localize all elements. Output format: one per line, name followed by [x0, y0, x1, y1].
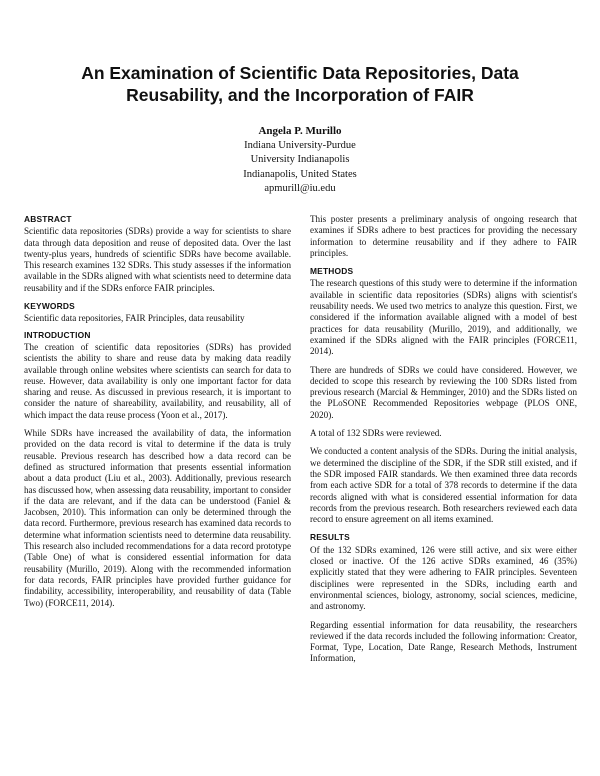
results-heading: RESULTS: [310, 532, 350, 543]
paper-title: An Examination of Scientific Data Repositories, Data Reusability, and the Incorporation of FAIR: [81, 63, 519, 105]
results-paragraph: Regarding essential information for data reusability, the researchers reviewed if the data records included the following information: Creator, Format, Type, Location, Date Range, Research Methods, Instrument Information,: [310, 619, 577, 664]
introduction-paragraph: While SDRs have increased the availability of data, the information provided on the data record is vital to determine if the data is truly reusable. Previous research has described how a data record can be defined as structured information that presents essential information about a data product (Liu et al., 2003). Additionally, previous research has discussed how, when assessing data reusability, important to consider if the data are relevant, and if the data can be understood (Faniel & Jacobsen, 2010). This information can only be determined through the data record. Furthermore, previous research has examined data records to determine what information scientists need to determine data reusability. This research also included recommendations for a data record prototype (Table One) of what is considered essential information for data reusability (Murillo, 2019). Along with the recommended information for data records, FAIR principles have provided further guidance for findability, accessibility, interoperability, and reusability of data (Table Two) (FORCE11, 2014).: [24, 428, 291, 608]
introduction-paragraph: The creation of scientific data repositories (SDRs) has provided scientists the ability to share and reuse data by making data readily available through online websites where scientists can search for data to reuse. However, data availability is only one important factor for data sharing and reuse. As discussed in previous research, it is important to consider the nature of shareability, availability, and reusability, all of which impact the data reuse process (Yoon et al., 2017).: [24, 341, 291, 420]
abstract-heading: ABSTRACT: [24, 214, 72, 224]
methods-paragraph: We conducted a content analysis of the SDRs. During the initial analysis, we determined the discipline of the SDR, if the SDR still existed, and if the SDR imposed FAIR standards. We then examined three data records from each active SDR for a total of 378 records to determine if the data records aligned with what is considered essential information for data records from the previous research. Both researchers reviewed each data record to ensure agreement on all items examined.: [310, 446, 577, 525]
author-affiliation: University Indianapolis: [250, 154, 350, 165]
author-block: [150, 124, 450, 197]
methods-paragraph: A total of 132 SDRs were reviewed.: [310, 428, 442, 439]
left-column: [24, 214, 291, 616]
methods-heading: METHODS: [310, 266, 354, 277]
keywords-text: Scientific data repositories, FAIR Principles, data reusability: [24, 313, 245, 324]
poster-intro-paragraph: This poster presents a preliminary analysis of ongoing research that examines if SDRs adhere to best practices for providing the necessary information to determine reusability and if they adhere to FAIR principles.: [310, 214, 577, 258]
introduction-heading: INTRODUCTION: [24, 329, 91, 340]
results-paragraph: Of the 132 SDRs examined, 126 were still active, and six were either closed or inactive. Of the 126 active SDRs examined, 46 (35%) explicitly stated that they were adhering to FAIR principles. Seventeen disciplines were represented in the SDRs, including earth and environmental sciences, biology, astronomy, social sciences, medicine, and astronomy.: [310, 544, 577, 612]
methods-paragraph: The research questions of this study were to determine if the information available in scientific data repositories (SDRs) aligns with scientist's reusability needs. We used two metrics to analyze this question. First, we considered if the information available aligned with a model of best practices for data reusability (Murillo, 2019), and additionally, we examined if the SDRs aligned with the FAIR principles (FORCE11, 2014).: [310, 278, 577, 357]
methods-paragraph: There are hundreds of SDRs we could have considered. However, we decided to scope this research by reviewing the 100 SDRs listed from previous research (Marcial & Hemminger, 2010) and the SDRs listed on the PLoSONE Recommended Repositories webpage (PLOS ONE, 2020).: [310, 364, 577, 420]
author-affiliation: Indiana University-Purdue: [244, 139, 356, 151]
author-location: Indianapolis, United States: [243, 168, 357, 180]
author-name: Angela P. Murillo: [258, 125, 342, 137]
author-email: apmurill@iu.edu: [264, 183, 336, 194]
right-column: [310, 214, 577, 672]
abstract-text: Scientific data repositories (SDRs) provide a way for scientists to share data through data deposition and reuse of deposited data. Over the last twenty-plus years, hundreds of scientific SDRs have become available. This research examines 132 SDRs. This study assesses if the information available in the SDRs aligned with what scientists need to determine data reusability and if the SDRs enforce FAIR principles.: [24, 226, 291, 293]
keywords-heading: KEYWORDS: [24, 301, 75, 312]
